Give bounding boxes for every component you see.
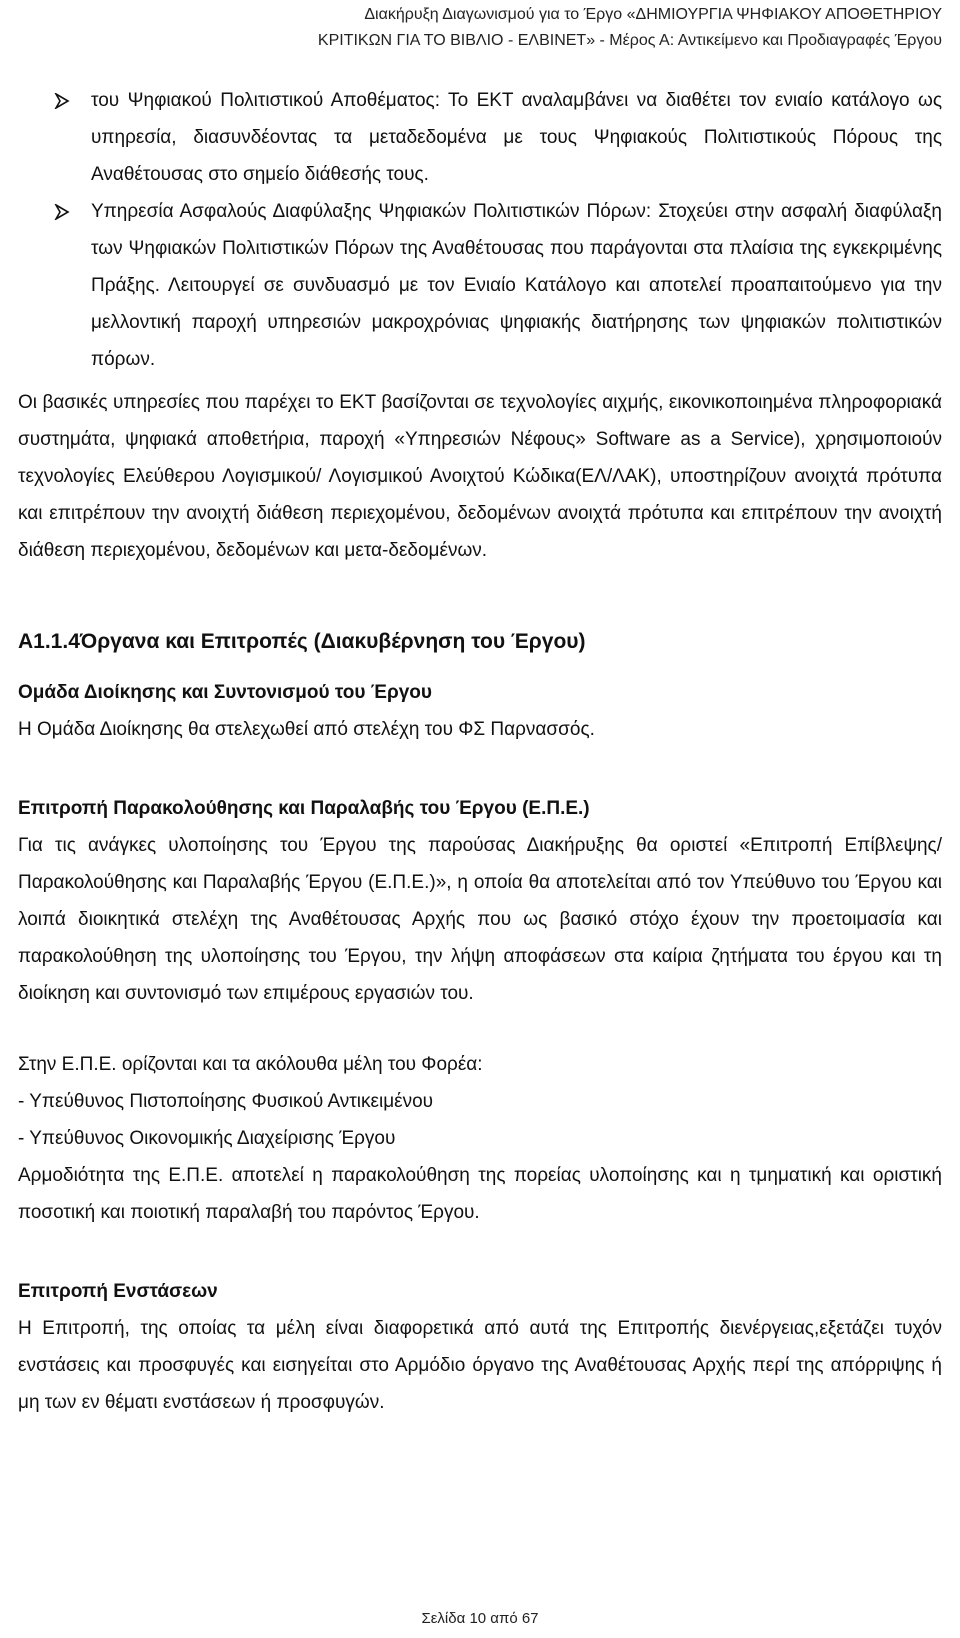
bullet-item xyxy=(18,193,942,378)
member-item: - Υπεύθυνος Πιστοποίησης Φυσικού Αντικειμένου xyxy=(18,1091,434,1112)
committee-responsibility: Αρμοδιότητα της Ε.Π.Ε. αποτελεί η παρακολούθηση της πορείας υλοποίησης και η τμηματική και οριστική ποσοτική και ποιοτική παραλαβή του παρόντος Έργου. xyxy=(18,1165,942,1223)
members-intro: Στην Ε.Π.Ε. ορίζονται και τα ακόλουθα μέλη του Φορέα: xyxy=(18,1054,483,1075)
monitoring-committee-text: Για τις ανάγκες υλοποίησης του Έργου της παρούσας Διακήρυξης θα οριστεί «Επιτροπή Επίβλεψης/Παρακολούθησης και Παραλαβής Έργου (Ε.Π.Ε.)», η οποία θα αποτελείται από τον Υπεύθυνο του Έργου και λοιπά διοικητικά στελέχη της Αναθέτουσας Αρχής που ως βασικό στόχο έχουν την προετοιμασία και παρακολούθηση της υλοποίησης του Έργου, την λήψη αποφάσεων στα καίρια ζητήματα του έργου και τη διοίκηση και συντονισμό των επιμέρους εργασιών του. xyxy=(18,835,942,1004)
page-header xyxy=(318,2,942,54)
arrowhead-bullet-icon xyxy=(54,93,70,109)
header-line-1: Διακήρυξη Διαγωνισμού για το Έργο «ΔΗΜΙΟΥΡΓΙΑ ΨΗΦΙΑΚΟΥ ΑΠΟΘΕΤΗΡΙΟΥ xyxy=(364,6,942,23)
arrowhead-bullet-icon xyxy=(54,204,70,220)
bullet-text: του Ψηφιακού Πολιτιστικού Αποθέματος: Το ΕΚΤ αναλαμβάνει να διαθέτει τον ενιαίο κατάλογο ως υπηρεσία, διασυνδέοντας τα μεταδεδομένα με τους Ψηφιακούς Πολιτιστικούς Πόρους της Αναθέτουσας στο σημείο διάθεσής τους. xyxy=(91,90,942,185)
bullet-text: Υπηρεσία Ασφαλούς Διαφύλαξης Ψηφιακών Πολιτιστικών Πόρων: Στοχεύει στην ασφαλή διαφύλαξη των Ψηφιακών Πολιτιστικών Πόρων της Αναθέτουσας που παράγονται στα πλαίσια της εγκεκριμένης Πράξης. Λειτουργεί σε συνδυασμό με τον Ενιαίο Κατάλογο και αποτελεί προαπαιτούμενο για την μελλοντική παροχή υπηρεσιών μακροχρόνιας ψηφιακής διατήρησης των ψηφιακών πολιτιστικών πόρων. xyxy=(91,201,942,370)
page-number: Σελίδα 10 από 67 xyxy=(421,1610,539,1627)
header-line-2: ΚΡΙΤΙΚΩΝ ΓΙΑ ΤΟ ΒΙΒΛΙΟ - ΕΛΒΙΝΕΤ» - Μέρος Α: Αντικείμενο και Προδιαγραφές Έργου xyxy=(317,32,942,49)
bullet-item xyxy=(18,82,942,193)
section-title: Α1.1.4Όργανα και Επιτροπές (Διακυβέρνηση του Έργου) xyxy=(18,630,586,653)
management-team-text: Η Ομάδα Διοίκησης θα στελεχωθεί από στελέχη του ΦΣ Παρνασσός. xyxy=(18,719,595,740)
objections-committee-heading: Επιτροπή Ενστάσεων xyxy=(18,1281,218,1302)
management-team-heading: Ομάδα Διοίκησης και Συντονισμού του Έργου xyxy=(18,682,432,703)
monitoring-committee-heading: Επιτροπή Παρακολούθησης και Παραλαβής του Έργου (Ε.Π.Ε.) xyxy=(18,798,590,819)
intro-paragraph: Οι βασικές υπηρεσίες που παρέχει το ΕΚΤ βασίζονται σε τεχνολογίες αιχμής, εικονικοποιημένα πληροφοριακά συστημάτα, ψηφιακά αποθετήρια, παροχή «Υπηρεσιών Νέφους» Software as a Service), χρησιμοποιούν τεχνολογίες Ελεύθερου Λογισμικού/ Λογισμικού Ανοιχτού Κώδικα(ΕΛ/ΛΑΚ), υποστηρίζουν ανοιχτά πρότυπα και επιτρέπουν την ανοιχτή διάθεση περιεχομένου, δεδομένων ανοιχτά πρότυπα και επιτρέπουν την ανοιχτή διάθεση περιεχομένου, δεδομένων και μετα-δεδομένων. xyxy=(18,392,942,561)
member-item: - Υπεύθυνος Οικονομικής Διαχείρισης Έργου xyxy=(18,1128,396,1149)
objections-committee-text: Η Επιτροπή, της οποίας τα μέλη είναι διαφορετικά από αυτά της Επιτροπής διενέργειας,εξετάζει τυχόν ενστάσεις και προσφυγές και εισηγείται στο Αρμόδιο όργανο της Αναθέτουσας Αρχής περί της απόρριψης ή μη των εν θέματι ενστάσεων ή προσφυγών. xyxy=(18,1318,942,1413)
document-body xyxy=(18,82,942,1421)
